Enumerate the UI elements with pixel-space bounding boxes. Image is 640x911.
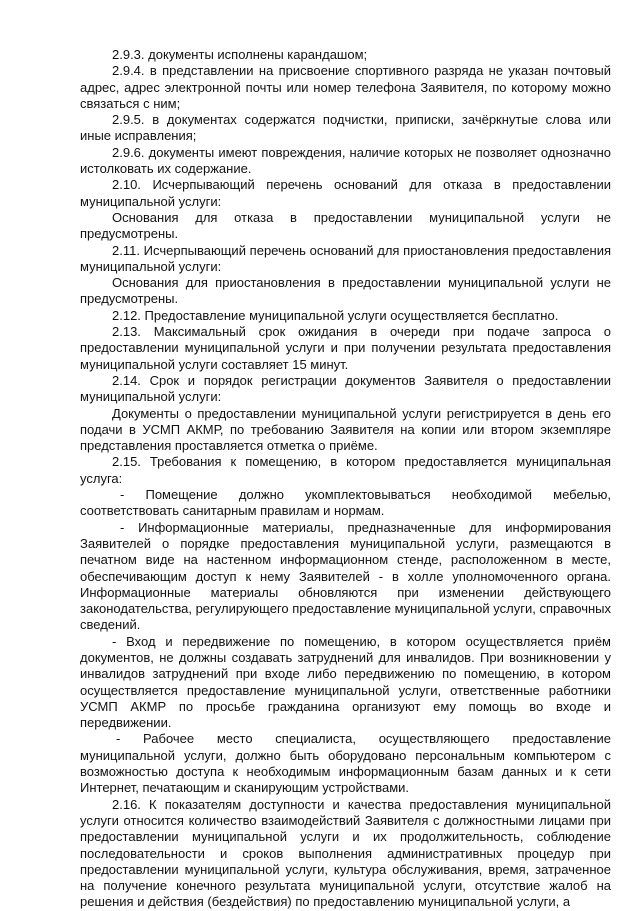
section-2-15-bullet-workplace: - Рабочее место специалиста, осуществляющего предоставление муниципальной услуги, должно быть оборудовано персональным компьютером с возможностью доступа к необходимым информационным базам данных и к сети Интернет, печатающим и сканирующим устройствами. (80, 731, 611, 796)
section-2-15-bullet-info-materials: - Информационные материалы, предназначенные для информирования Заявителей о порядке предоставления муниципальной услуги, размещаются в печатном виде на настенном информационном стенде, расположенном в месте, обеспечивающим доступ к нему Заявителей - в холле уполномоченного органа. Информационные материалы обновляются при изменении действующего законодательства, регулирующего предоставление муниципальной услуги, справочных сведений. (80, 519, 611, 633)
section-2-14: 2.14. Срок и порядок регистрации документов Заявителя о предоставлении муниципальной услуги: (80, 372, 611, 405)
item-2-9-5: 2.9.5. в документах содержатся подчистки, приписки, зачёркнутые слова или иные исправления; (80, 112, 611, 144)
item-2-9-3: 2.9.3. документы исполнены карандашом; (112, 47, 368, 62)
section-2-10-body: Основания для отказа в предоставлении муниципальной услуги не предусмотрены. (80, 209, 611, 242)
item-2-9-4: 2.9.4. в представлении на присвоение спортивного разряда не указан почтовый адрес, адрес электронной почты или номер телефона Заявителя, по которому можно связаться с ним; (80, 63, 611, 111)
document-page (80, 47, 611, 911)
section-2-15-bullet-accessibility: - Вход и передвижение по помещению, в котором осуществляется приём документов, не должны создавать затруднений для инвалидов. При возникновении у инвалидов затруднений при входе либо передвижению по помещению, в котором осуществляется предоставление муниципальной услуги, ответственные работники УСМП АКМР по просьбе гражданина организуют ему помощь во входе и передвижении. (80, 633, 611, 731)
item-2-9-6: 2.9.6. документы имеют повреждения, наличие которых не позволяет однозначно истолковать их содержание. (80, 144, 611, 177)
section-2-10: 2.10. Исчерпывающий перечень оснований для отказа в предоставлении муниципальной услуги: (80, 177, 611, 209)
section-2-15: 2.15. Требования к помещению, в котором предоставляется муниципальная услуга: (80, 454, 611, 486)
section-2-14-body: Документы о предоставлении муниципальной услуги регистрируется в день его подачи в УСМП АКМР, по требованию Заявителя на копии или втором экземпляре представления проставляется отметка о приёме. (80, 405, 611, 454)
section-2-11-body: Основания для приостановления в предоставлении муниципальной услуги не предусмотрены. (80, 275, 611, 307)
section-2-11: 2.11. Исчерпывающий перечень оснований для приостановления предоставления муниципальной услуги: (80, 242, 611, 274)
section-2-12: 2.12. Предоставление муниципальной услуги осуществляется бесплатно. (112, 307, 559, 323)
section-2-13: 2.13. Максимальный срок ожидания в очереди при подаче запроса о предоставлении муниципальной услуги и при получении результата предоставления муниципальной услуги составляет 15 минут. (80, 324, 611, 372)
section-2-16: 2.16. К показателям доступности и качества предоставления муниципальной услуги относится количество взаимодействий Заявителя с должностными лицами при предоставлении муниципальной услуги и их продолжительность, соблюдение последовательности и сроков выполнения административных процедур при предоставлении муниципальной услуги, культура обслуживания, время, затраченное на получение конечного результата муниципальной услуги, отсутствие жалоб на решения и действия (бездействия) по предоставлению муниципальной услуги, а (80, 796, 611, 910)
section-2-15-bullet-furniture: - Помещение должно укомплектовываться необходимой мебелью, соответствовать санитарным правилам и нормам. (80, 487, 611, 519)
